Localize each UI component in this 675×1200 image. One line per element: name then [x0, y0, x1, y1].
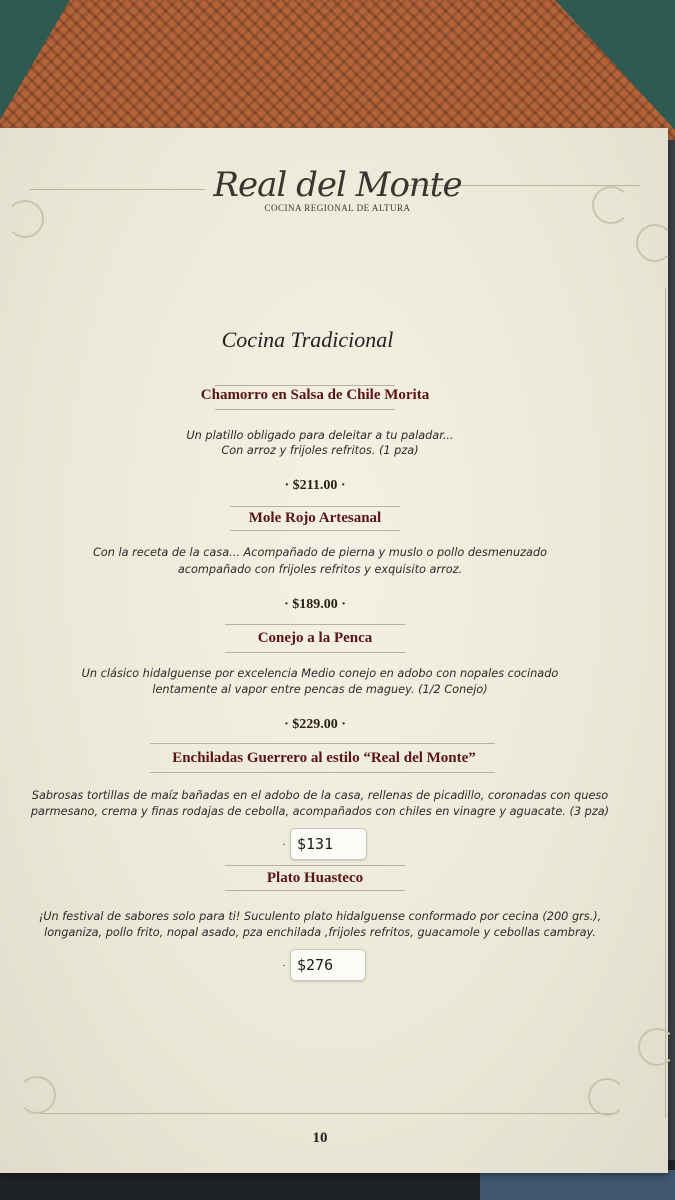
dish-divider [215, 409, 395, 410]
dish-description: parmesano, crema y finas rodajas de cebolla, acompañados con chiles en vinagre y aguacate. (3 pza) [30, 805, 610, 818]
dish-description: longaniza, pollo frito, nopal asado, pza enchilada ,frijoles refritos, guacamole y cebollas cambray. [44, 926, 596, 939]
logo-text: Real del Monte [213, 165, 462, 205]
tablecloth-pattern [0, 0, 675, 140]
dish-description: ¡Un festival de sabores solo para ti! Suculento plato hidalguense conformado por cecina (200 grs.), [38, 910, 602, 923]
dish-divider [230, 530, 400, 531]
dish-description: lentamente al vapor entre pencas de maguey. (1/2 Conejo) [152, 683, 488, 696]
dish-name: Plato Huasteco [266, 870, 364, 886]
fabric-corner [480, 1170, 675, 1200]
swirl-ornament-icon [638, 1028, 675, 1066]
dish-price: · $211.00 · [284, 478, 346, 493]
swirl-ornament-icon [18, 1076, 56, 1114]
price-dot: · [282, 837, 286, 851]
dish-description: Con la receta de la casa... Acompañado de pierna y muslo o pollo desmenuzado [92, 546, 548, 559]
dish-divider [225, 890, 405, 891]
dish-divider [225, 652, 405, 653]
frame-line-right [665, 288, 666, 1118]
dish-name: Conejo a la Penca [257, 630, 373, 646]
section-title: Cocina Tradicional [221, 327, 394, 352]
dish-description: Un clásico hidalguense por excelencia Medio conejo en adobo con nopales cocinado [81, 667, 559, 680]
dish-description: Un platillo obligado para deleitar a tu paladar... [186, 429, 454, 442]
page-number: 10 [312, 1130, 328, 1146]
dish-divider [225, 865, 405, 866]
frame-line-bottom [40, 1113, 615, 1114]
dish-divider [225, 624, 405, 625]
dish-description: Con arroz y frijoles refritos. (1 pza) [221, 444, 419, 457]
swirl-ornament-icon [588, 1078, 626, 1116]
menu-page [0, 128, 668, 1173]
dish-divider [230, 506, 400, 507]
dish-name: Mole Rojo Artesanal [248, 510, 382, 526]
dish-divider [150, 772, 495, 773]
dish-price: · $189.00 · [284, 597, 346, 612]
dish-name: Enchiladas Guerrero al estilo “Real del Monte” [172, 750, 476, 766]
price-dot: · [282, 958, 286, 972]
dish-price-handwritten: $276 [297, 956, 334, 974]
dish-description: Sabrosas tortillas de maíz bañadas en el adobo de la casa, rellenas de picadillo, coronadas con queso [31, 789, 609, 802]
logo-subtitle: COCINA REGIONAL DE ALTURA [264, 203, 411, 213]
restaurant-logo [0, 165, 675, 213]
dish-description: acompañado con frijoles refritos y exquisito arroz. [177, 563, 463, 576]
swirl-ornament-icon [636, 224, 674, 262]
dish-divider [150, 743, 495, 744]
dish-name: Chamorro en Salsa de Chile Morita [200, 387, 430, 403]
dish-price-handwritten: $131 [297, 835, 334, 853]
dish-price: · $229.00 · [284, 717, 346, 732]
dish-divider [215, 385, 395, 386]
